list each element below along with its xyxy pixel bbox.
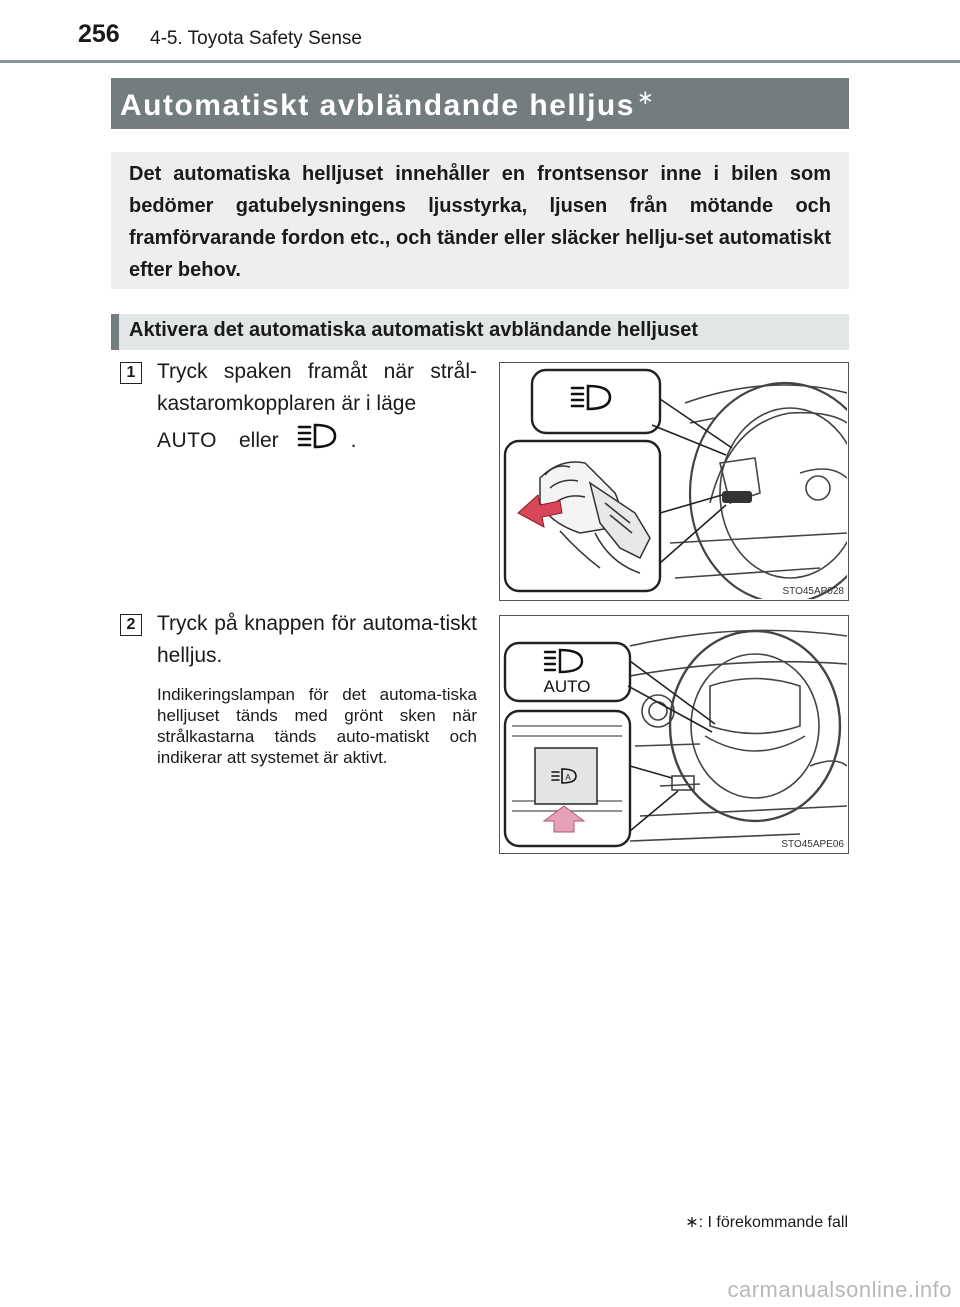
watermark: carmanualsonline.info (727, 1277, 952, 1302)
page-title-text: Automatiskt avbländande helljus (120, 89, 635, 122)
button-a-label: A (565, 773, 571, 782)
step-2-note: Indikeringslampan för det automa-tiska helljuset tänds med grönt sken när strålkastarna tänds auto-matiskt och indikerar att systemet är aktivt. (157, 685, 477, 767)
step-1-symbols (157, 422, 477, 460)
footnote-text: : I förekommande fall (698, 1214, 848, 1231)
step-1-end: . (350, 429, 357, 452)
footnote-marker: ∗ (685, 1214, 699, 1231)
image-code-2: STO45APE06 (781, 839, 844, 850)
auto-symbol: AUTO (157, 429, 217, 452)
subsection-accent (111, 314, 119, 350)
headlight-high-beam-icon (297, 422, 339, 460)
step-1-text-a: Tryck spaken framåt när strål-kastaromkopplaren är i läge (157, 360, 477, 415)
step-1-connector: eller (238, 429, 279, 452)
callout-auto-label: AUTO (543, 677, 591, 696)
step-number-2: 2 (120, 614, 142, 636)
header-rule (0, 60, 960, 63)
step-2-text: Tryck på knappen för automa-tiskt helljus. (157, 612, 477, 667)
section-label: 4-5. Toyota Safety Sense (150, 28, 362, 49)
subsection-title: Aktivera det automatiska automatiskt avbländande helljuset (129, 319, 699, 341)
page-title (120, 85, 655, 123)
footnote (685, 1212, 848, 1232)
title-marker: ∗ (636, 87, 656, 109)
intro-text: Det automatiska helljuset innehåller en frontsensor inne i bilen som bedömer gatubelysningens ljusstyrka, ljusen från mötande och framförvarande fordon etc., och tänder eller släcker hellju-set automatiskt efter behov. (129, 163, 831, 281)
step-1-text (157, 356, 477, 460)
illustration-lever (499, 362, 849, 601)
image-code-1: STO45AP028 (782, 586, 844, 597)
page-number: 256 (78, 20, 120, 48)
step-number-1: 1 (120, 362, 142, 384)
intro-box (111, 152, 849, 289)
subsection-bar (111, 314, 849, 350)
illustration-dashboard (499, 615, 849, 854)
title-bar (111, 78, 849, 129)
